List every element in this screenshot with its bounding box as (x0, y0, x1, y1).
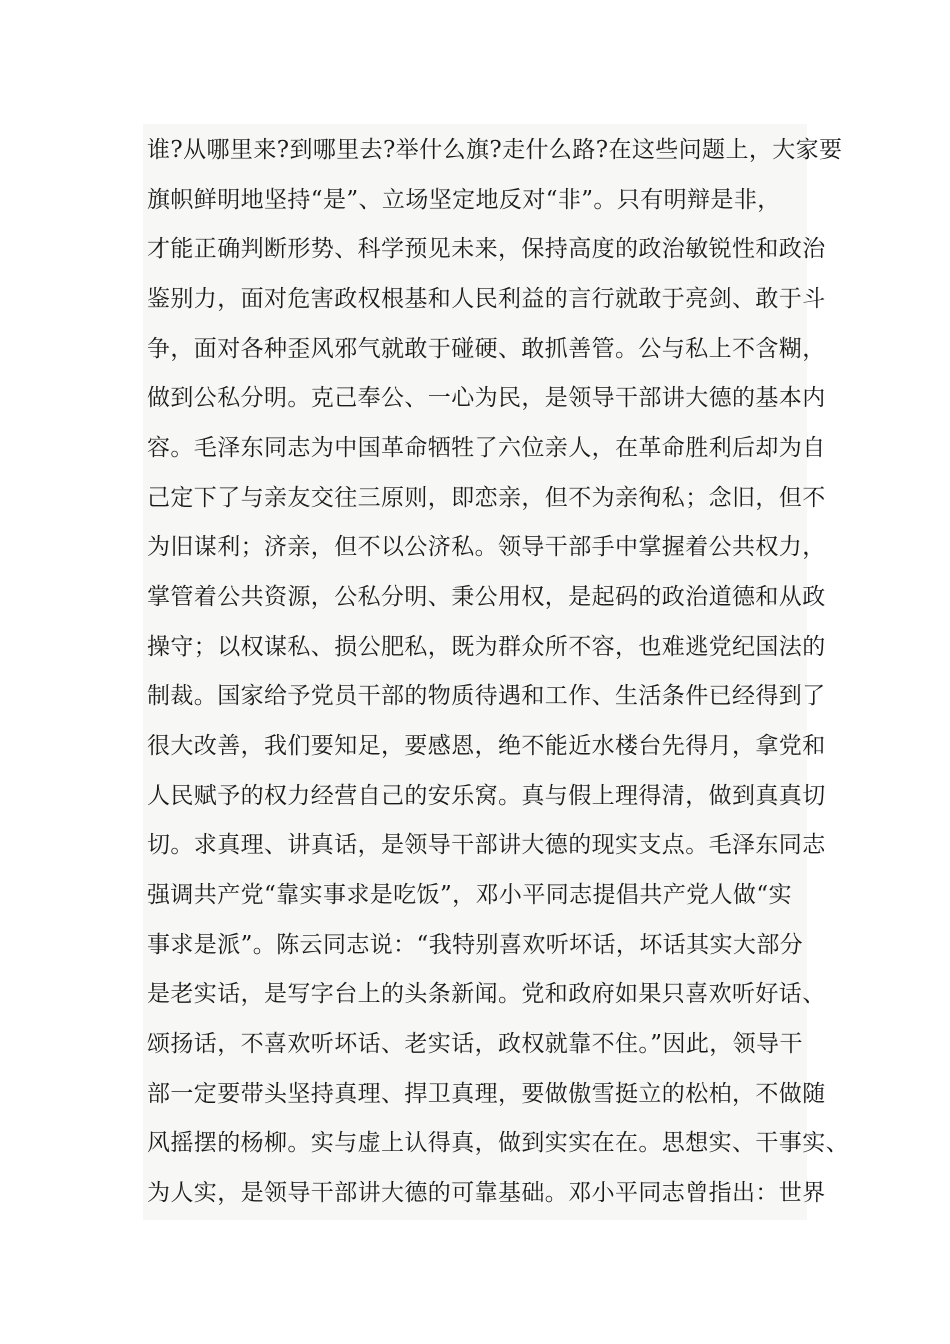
text-line: 为旧谋利；济亲，但不以公济私。领导干部手中掌握着公共权力， (147, 534, 826, 560)
text-line: 事求是派”。陈云同志说：“我特别喜欢听坏话，坏话其实大部分 (147, 932, 804, 958)
text-line: 部一定要带头坚持真理、捍卫真理，要做傲雪挺立的松柏，不做随 (147, 1081, 826, 1107)
text-line: 做到公私分明。克己奉公、一心为民，是领导干部讲大德的基本内 (147, 385, 826, 411)
text-line: 己定下了与亲友交往三原则，即恋亲，但不为亲徇私；念旧，但不 (147, 485, 826, 511)
text-line: 为人实，是领导干部讲大德的可靠基础。邓小平同志曾指出：世界 (147, 1180, 826, 1206)
text-line: 才能正确判断形势、科学预见未来，保持高度的政治敏锐性和政治 (147, 236, 826, 262)
text-line: 很大改善，我们要知足，要感恩，绝不能近水楼台先得月，拿党和 (147, 733, 826, 759)
text-line: 鉴别力，面对危害政权根基和人民利益的言行就敢于亮剑、敢于斗 (147, 286, 826, 312)
text-line: 是老实话，是写字台上的头条新闻。党和政府如果只喜欢听好话、 (147, 981, 826, 1007)
text-line: 强调共产党“靠实事求是吃饭”，邓小平同志提倡共产党人做“实 (147, 882, 792, 908)
text-line: 掌管着公共资源，公私分明、秉公用权，是起码的政治道德和从政 (147, 584, 826, 610)
text-line: 旗帜鲜明地坚持“是”、立场坚定地反对“非”。只有明辩是非， (147, 187, 781, 213)
text-line: 风摇摆的杨柳。实与虚上认得真，做到实实在在。思想实、干事实、 (147, 1130, 849, 1156)
text-line: 人民赋予的权力经营自己的安乐窝。真与假上理得清，做到真真切 (147, 783, 826, 809)
text-line: 切。求真理、讲真话，是领导干部讲大德的现实支点。毛泽东同志 (147, 832, 826, 858)
text-line: 容。毛泽东同志为中国革命牺牲了六位亲人，在革命胜利后却为自 (147, 435, 826, 461)
text-line: 谁?从哪里来?到哪里去?举什么旗?走什么路?在这些问题上，大家要 (147, 137, 843, 163)
text-line: 颂扬话，不喜欢听坏话、老实话，政权就靠不住。”因此，领导干 (147, 1031, 803, 1057)
text-line: 制裁。国家给予党员干部的物质待遇和工作、生活条件已经得到了 (147, 683, 826, 709)
text-line: 争，面对各种歪风邪气就敢于碰硬、敢抓善管。公与私上不含糊， (147, 336, 826, 362)
text-line: 操守；以权谋私、损公肥私，既为群众所不容，也难逃党纪国法的 (147, 634, 826, 660)
